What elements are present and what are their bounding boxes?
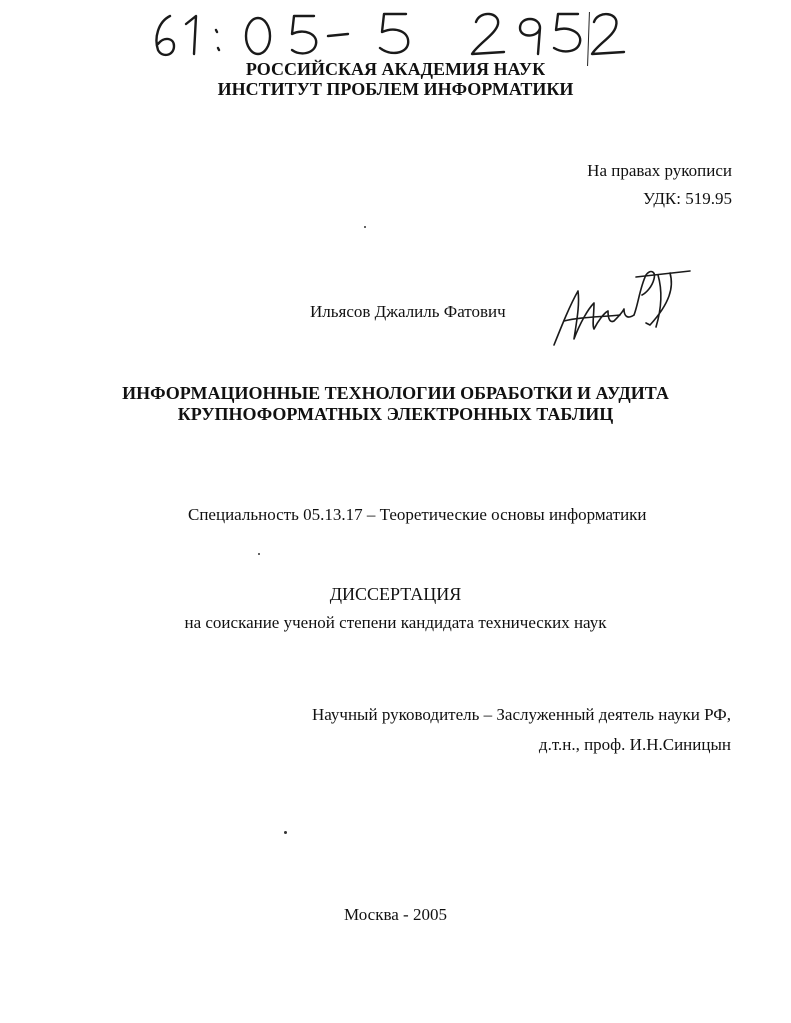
institute-name: ИНСТИТУТ ПРОБЛЕМ ИНФОРМАТИКИ [217, 79, 574, 99]
archive-stamp [148, 8, 628, 60]
dissertation-title-line-2: КРУПНОФОРМАТНЫХ ЭЛЕКТРОННЫХ ТАБЛИЦ [177, 404, 614, 424]
document-type: ДИССЕРТАЦИЯ [329, 584, 462, 604]
handwritten-archive-number-icon [148, 8, 628, 60]
udc-code: УДК: 519.95 [643, 189, 732, 208]
specialty: Специальность 05.13.17 – Теоретические основы информатики [188, 505, 647, 524]
place-and-year: Москва - 2005 [344, 905, 447, 924]
supervisor-line-2: д.т.н., проф. И.Н.Синицын [538, 735, 731, 754]
manuscript-rights: На правах рукописи [587, 161, 732, 180]
handwritten-signature-icon [550, 265, 695, 350]
author-name: Ильясов Джалиль Фатович [310, 302, 506, 321]
dissertation-title-line-1: ИНФОРМАЦИОННЫЕ ТЕХНОЛОГИИ ОБРАБОТКИ И АУДИТА [122, 383, 669, 403]
scan-speck [284, 831, 287, 834]
academy-name: РОССИЙСКАЯ АКАДЕМИЯ НАУК [245, 59, 546, 79]
supervisor-line-1: Научный руководитель – Заслуженный деятель науки РФ, [311, 705, 731, 724]
scan-speck [258, 553, 260, 555]
scan-speck [364, 226, 366, 228]
author-signature [550, 265, 695, 350]
degree-purpose: на соискание ученой степени кандидата технических наук [184, 613, 607, 632]
